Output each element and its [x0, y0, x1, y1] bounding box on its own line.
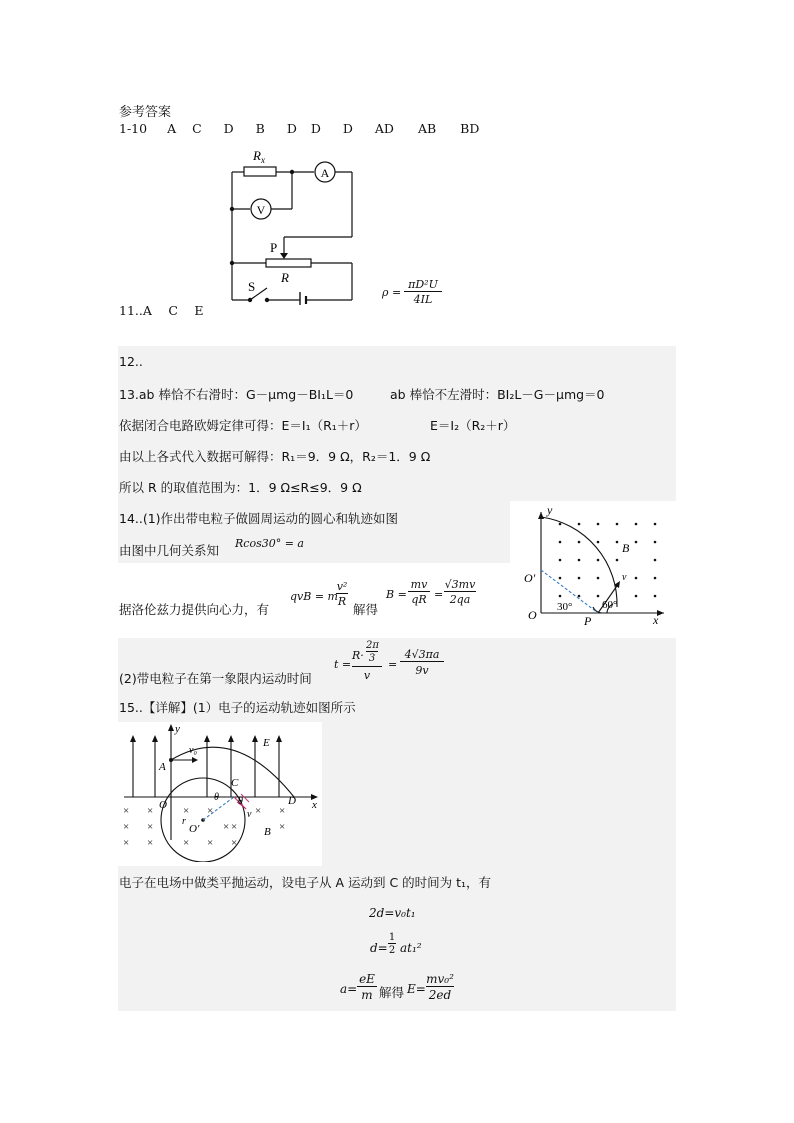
q15-eq1: 2d=v₀t₁ [369, 906, 416, 920]
q15-eq3b: E= mv₀² 2ed [407, 972, 454, 1002]
v0-label: v₀ [189, 745, 197, 756]
voltmeter-label: V [256, 203, 266, 217]
q14-eq3: t = R· 2π 3 v = 4√3πa 9v [334, 640, 446, 688]
ammeter-label: A [320, 166, 330, 180]
svg-text:×: × [231, 837, 238, 849]
svg-text:×: × [207, 837, 214, 849]
angle-30-label: 30° [557, 601, 573, 613]
q13-line1a: 13.ab 棒恰不右滑时：G－μmg－BI₁L＝0 [119, 387, 354, 402]
q14-line4: (2)带电粒子在第一象限内运动时间 [119, 671, 312, 686]
x-axis-label: x [312, 799, 317, 811]
choice-answer: B [255, 121, 265, 136]
rheostat [266, 259, 311, 267]
point-c-label: C [231, 777, 239, 789]
field-e-label: E [263, 737, 270, 749]
choice-answer: BD [460, 121, 480, 136]
q13-line2a: 依据闭合电路欧姆定律可得：E＝I₁（R₁＋r） [119, 418, 367, 433]
theta-label-2: θ [238, 796, 243, 807]
svg-text:×: × [279, 805, 286, 817]
circuit-diagram [222, 145, 362, 305]
field-b-label: B [622, 541, 630, 555]
rheostat-label: R [281, 270, 289, 285]
svg-text:×: × [123, 837, 130, 849]
svg-text:×: × [183, 805, 190, 817]
q14-eq1: qvB = m v² R [290, 580, 348, 608]
svg-text:×: × [255, 805, 262, 817]
choice-answer: D [342, 121, 353, 136]
q13-line3: 由以上各式代入数据可解得：R₁＝9．9 Ω，R₂＝1．9 Ω [119, 449, 431, 464]
center-label: O′ [189, 823, 200, 835]
svg-text:×: × [147, 837, 154, 849]
choice-answer: D [286, 121, 297, 136]
choice-answer: C [192, 121, 202, 136]
q15-eq3a: a= eE m [340, 972, 460, 1008]
q13-line4: 所以 R 的取值范围为：1．9 Ω≤R≤9．9 Ω [119, 480, 362, 495]
svg-text:×: × [183, 837, 190, 849]
svg-text:×: × [147, 805, 154, 817]
svg-text:×: × [123, 821, 130, 833]
svg-text:×: × [123, 805, 130, 817]
switch-label: S [248, 279, 256, 294]
q14-line2: 由图中几何关系知 [119, 543, 220, 558]
q13-line1b: ab 棒恰不左滑时：BI₂L－G－μmg＝0 [390, 387, 605, 402]
q14-line3: 据洛伦兹力提供向心力，有 [119, 602, 270, 617]
v-label: v [247, 809, 252, 820]
svg-text:×: × [147, 821, 154, 833]
choice-answer: A [167, 121, 177, 136]
choice-answer: AD [374, 121, 394, 136]
svg-text:×: × [279, 821, 286, 833]
point-d-label: D [288, 795, 296, 807]
center-label: O′ [524, 571, 536, 585]
formula-denominator: 4IL [413, 293, 433, 306]
y-axis-label: y [175, 723, 180, 735]
choice-answer: D [310, 121, 321, 136]
q14-geometry-eq: Rcos30° = a [235, 537, 304, 550]
q14-figure [514, 500, 674, 630]
answer-key-title: 参考答案 [119, 105, 172, 120]
theta-label: θ [214, 792, 219, 803]
q15-line1: 15..【详解】(1）电子的运动轨迹如图所示 [119, 700, 356, 715]
q14-line1: 14..(1)作出带电粒子做圆周运动的圆心和轨迹如图 [119, 511, 399, 526]
svg-text:×: × [223, 821, 230, 833]
svg-text:×: × [207, 805, 214, 817]
angle-60-label: 60° [602, 599, 618, 611]
choice-answer: AB [417, 121, 437, 136]
resistor-rx [244, 167, 276, 176]
q11-answer: 11..A C E [119, 303, 204, 318]
q12-band [118, 346, 676, 377]
field-b-label: B [264, 826, 271, 838]
q15-figure [119, 722, 323, 862]
q12-label: 12.. [119, 354, 143, 369]
q14-eq2: B = mv qR = √3mv 2qa [386, 578, 476, 606]
formula-lhs: ρ = [382, 286, 402, 299]
q14-solve: 解得 [353, 602, 379, 617]
slider-arrow [280, 253, 288, 259]
q13-line2b: E＝I₂（R₂＋r） [430, 418, 516, 433]
q15-band-right [322, 722, 676, 866]
x-axis-label: x [653, 613, 659, 627]
rx-label: $R_x$ [253, 148, 265, 165]
point-p-label: P [584, 614, 592, 628]
formula-numerator: πD²U [404, 278, 442, 292]
slider-label: P [270, 240, 278, 255]
y-axis-label: y [547, 503, 553, 517]
q15-solve: 解得 [379, 985, 405, 1000]
choice-answer: D [223, 121, 234, 136]
origin-label: O [159, 799, 167, 811]
choice-prefix: 1-10 [119, 121, 148, 136]
svg-text:×: × [231, 821, 238, 833]
q15-line2: 电子在电场中做类平抛运动，设电子从 A 运动到 C 的时间为 t₁，有 [119, 875, 492, 890]
velocity-label: v [622, 572, 627, 583]
trajectory-arc [541, 517, 617, 607]
q15-eq2: d= 1 2 at₁² [370, 932, 422, 956]
radius-label: r [182, 816, 186, 827]
origin-label: O [528, 608, 537, 622]
choice-answers-row [119, 121, 479, 136]
point-a-label: A [159, 761, 166, 773]
